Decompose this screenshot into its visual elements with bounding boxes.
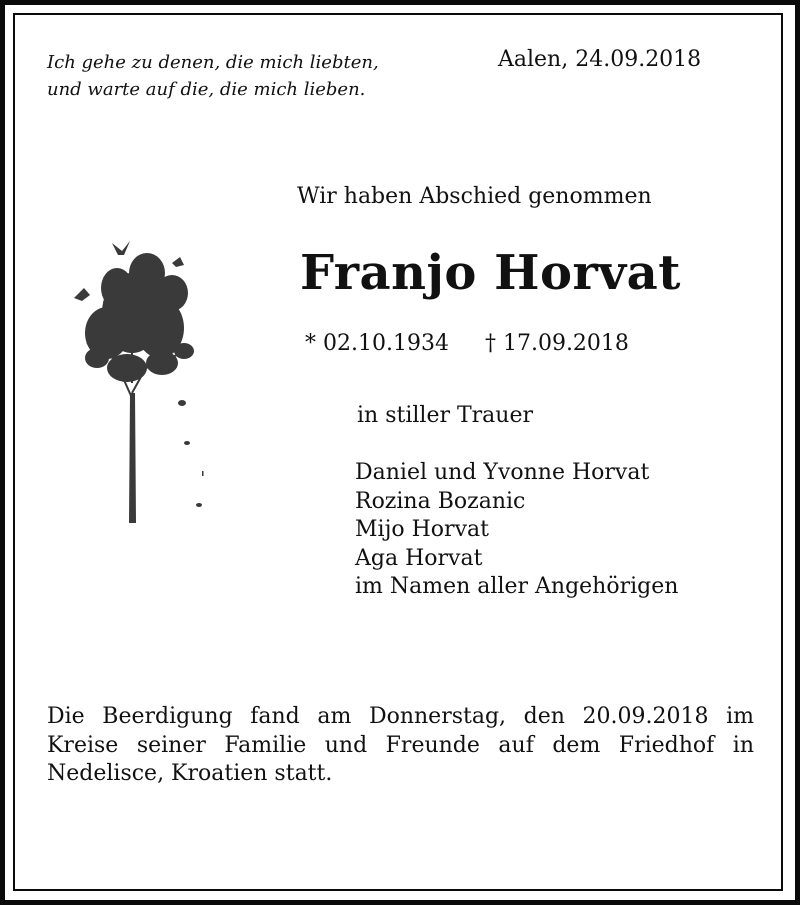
motto-line-1: Ich gehe zu denen, die mich liebten, — [47, 52, 379, 73]
death-date: † 17.09.2018 — [484, 331, 629, 356]
mourner-item: Rozina Bozanic — [355, 488, 526, 514]
motto-quote — [47, 49, 379, 103]
birth-date: * 02.10.1934 — [305, 331, 449, 356]
mourners-list — [355, 459, 678, 602]
deceased-name: Franjo Horvat — [300, 245, 681, 301]
mourner-item: Daniel und Yvonne Horvat — [355, 460, 650, 485]
funeral-notice: Die Beerdigung fand am Donnerstag, den 20.09.2018 im Kreise seiner Familie und Freunde auf dem Friedhof in Nedelisce, Kroatien statt. — [47, 704, 754, 786]
mourning-phrase: in stiller Trauer — [357, 403, 533, 428]
mourner-item: im Namen aller Angehörigen — [355, 574, 679, 599]
life-dates — [305, 331, 629, 356]
mourner-item: Mijo Horvat — [355, 517, 489, 542]
place-date: Aalen, 24.09.2018 — [498, 47, 702, 72]
motto-line-2: und warte auf die, die mich lieben. — [47, 79, 366, 100]
mourner-item: Aga Horvat — [355, 545, 483, 571]
farewell-intro: Wir haben Abschied genommen — [297, 184, 652, 209]
tree-with-birds-icon — [72, 233, 204, 571]
